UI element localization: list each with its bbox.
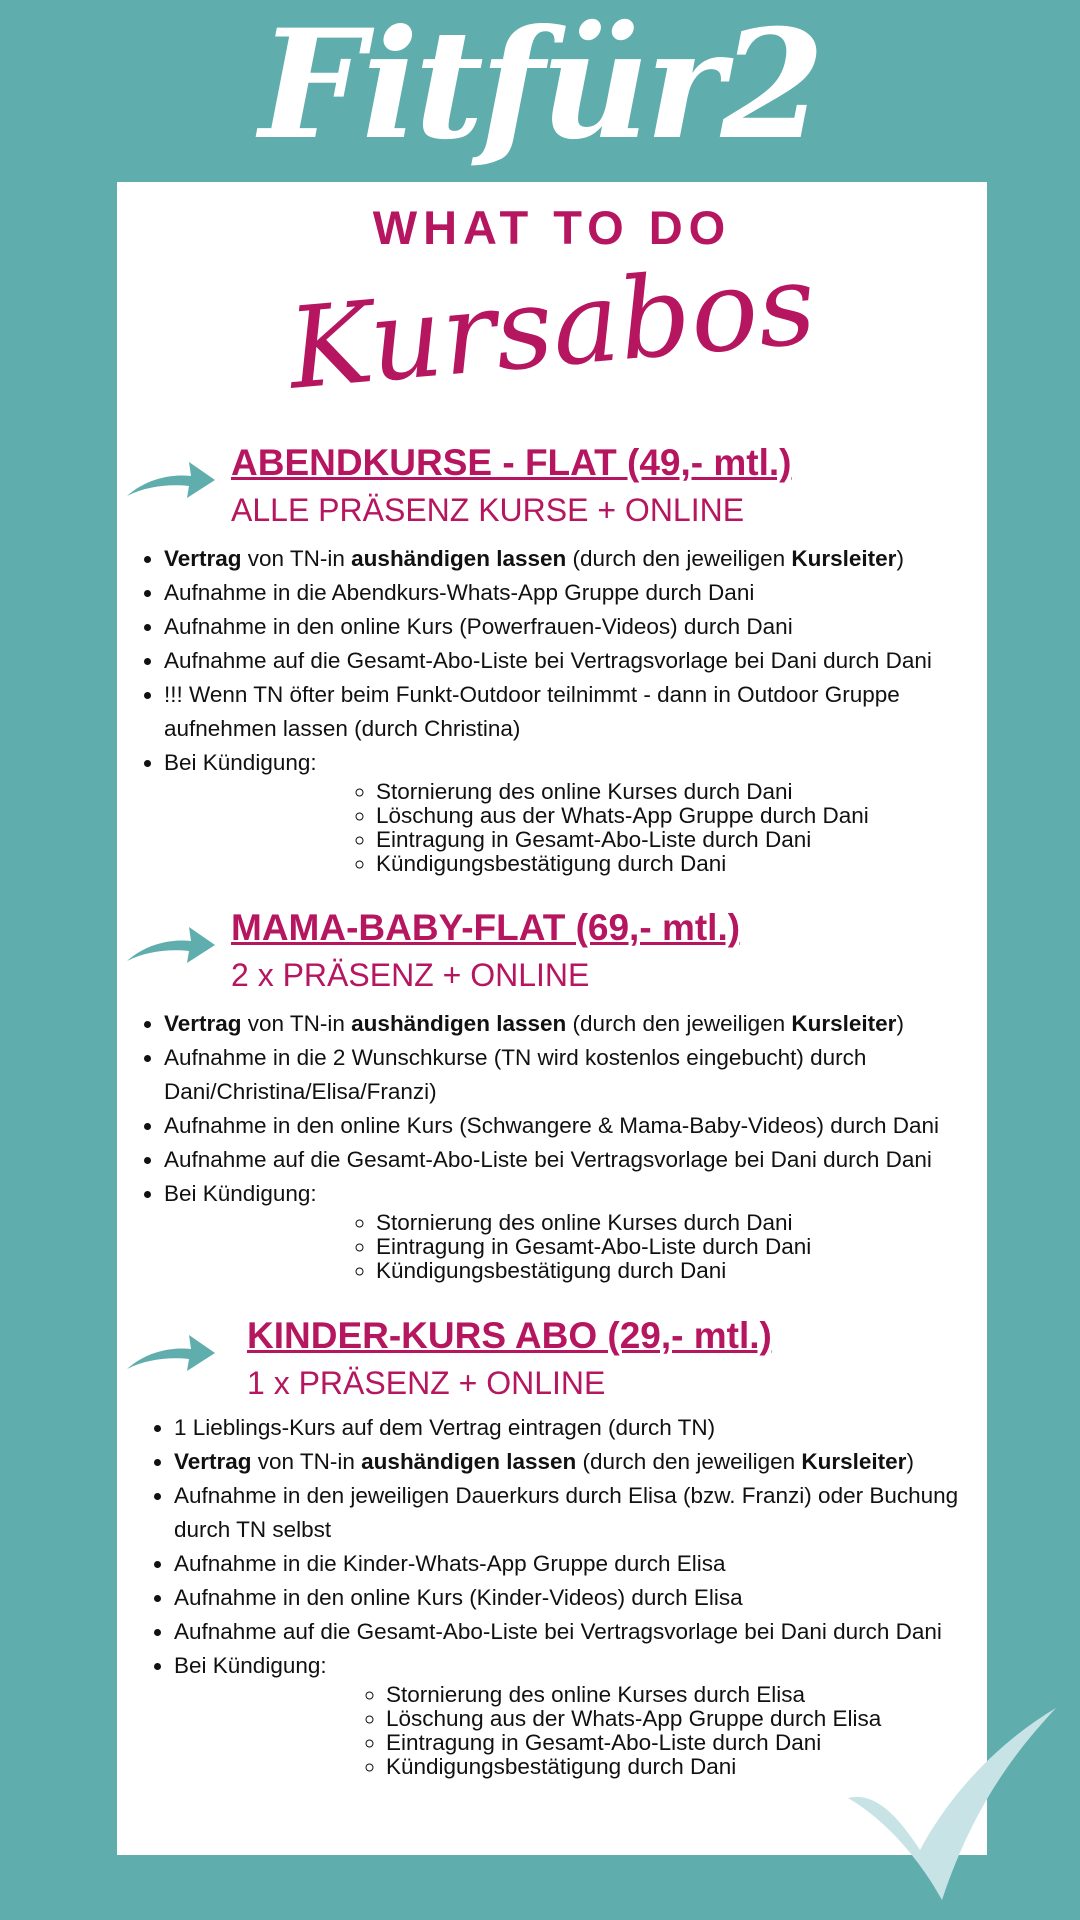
header-kicker: WHAT TO DO [372, 201, 732, 254]
section-title: MAMA-BABY-FLAT (69,- mtl.) [231, 907, 741, 948]
list-item: • Aufnahme in den online Kurs (Schwangere & Mama-Baby-Videos) durch Dani [164, 1109, 987, 1143]
item-list [117, 1007, 987, 1283]
arrow-right-icon [125, 921, 217, 965]
list-item: • Aufnahme in den online Kurs (Powerfrauen-Videos) durch Dani [164, 610, 987, 644]
section-title: ABENDKURSE - FLAT (49,- mtl.) [231, 442, 792, 483]
list-item: • !!! Wenn TN öfter beim Funkt-Outdoor teilnimmt - dann in Outdoor Gruppe aufnehmen lassen (durch Christina) [164, 678, 987, 746]
list-item: • Vertrag von TN-in aushändigen lassen (durch den jeweiligen Kursleiter) [174, 1445, 987, 1479]
cancellation-list [164, 780, 987, 876]
cancellation-item: ◦ Stornierung des online Kurses durch Dani [376, 780, 987, 804]
cancellation-item: ◦ Kündigungsbestätigung durch Dani [376, 852, 987, 876]
cancellation-item: ◦ Eintragung in Gesamt-Abo-Liste durch Dani [376, 1235, 987, 1259]
header-script-title: Kursabos [283, 239, 821, 415]
logo: Fitfür2 [259, 0, 821, 173]
cancellation-item: ◦ Stornierung des online Kurses durch Elisa [386, 1683, 987, 1707]
section-title: KINDER-KURS ABO (29,- mtl.) [247, 1315, 772, 1356]
list-item: • Vertrag von TN-in aushändigen lassen (durch den jeweiligen Kursleiter) [164, 1007, 987, 1041]
list-item: • Aufnahme auf die Gesamt-Abo-Liste bei Vertragsvorlage bei Dani durch Dani [164, 644, 987, 678]
list-item: • Bei Kündigung: ◦ Stornierung des online Kurses durch Dani ◦ Löschung aus der Whats-App Gruppe durch Dani ◦ Eintragung in Gesamt-Abo-Liste durch Dani ◦ Kündigungsbestätigung durch Dani [164, 746, 987, 876]
cancellation-item: ◦ Kündigungsbestätigung durch Dani [376, 1259, 987, 1283]
cancellation-item: ◦ Kündigungsbestätigung durch Dani [386, 1755, 987, 1779]
list-item: • Vertrag von TN-in aushändigen lassen (durch den jeweiligen Kursleiter) [164, 542, 987, 576]
list-item: • Bei Kündigung: ◦ Stornierung des online Kurses durch Elisa ◦ Löschung aus der Whats-App Gruppe durch Elisa ◦ Eintragung in Gesamt-Abo-Liste durch Dani ◦ Kündigungsbestätigung durch Dani [174, 1649, 987, 1779]
list-item: • Aufnahme in den jeweiligen Dauerkurs durch Elisa (bzw. Franzi) oder Buchung durch TN selbst [174, 1479, 987, 1547]
list-item: • Aufnahme in die Kinder-Whats-App Gruppe durch Elisa [174, 1547, 987, 1581]
checkmark-icon [842, 1700, 1062, 1910]
list-item: • Aufnahme auf die Gesamt-Abo-Liste bei Vertragsvorlage bei Dani durch Dani [164, 1143, 987, 1177]
section-subtitle: ALLE PRÄSENZ KURSE + ONLINE [231, 492, 745, 528]
cancellation-item: ◦ Eintragung in Gesamt-Abo-Liste durch Dani [376, 828, 987, 852]
cancellation-list [164, 1211, 987, 1283]
list-item: • Aufnahme auf die Gesamt-Abo-Liste bei Vertragsvorlage bei Dani durch Dani [174, 1615, 987, 1649]
list-item: • Bei Kündigung: ◦ Stornierung des online Kurses durch Dani ◦ Eintragung in Gesamt-Abo-Liste durch Dani ◦ Kündigungsbestätigung durch Dani [164, 1177, 987, 1283]
list-item: • Aufnahme in den online Kurs (Kinder-Videos) durch Elisa [174, 1581, 987, 1615]
item-list [117, 542, 987, 876]
list-item: • 1 Lieblings-Kurs auf dem Vertrag eintragen (durch TN) [174, 1411, 987, 1445]
cancellation-item: ◦ Eintragung in Gesamt-Abo-Liste durch Dani [386, 1731, 987, 1755]
list-item: • Aufnahme in die Abendkurs-Whats-App Gruppe durch Dani [164, 576, 987, 610]
section-subtitle: 2 x PRÄSENZ + ONLINE [231, 957, 590, 993]
list-item: • Aufnahme in die 2 Wunschkurse (TN wird kostenlos eingebucht) durch Dani/Christina/Elisa/Franzi) [164, 1041, 987, 1109]
content-card [117, 182, 987, 1855]
cancellation-item: ◦ Stornierung des online Kurses durch Dani [376, 1211, 987, 1235]
section-subtitle: 1 x PRÄSENZ + ONLINE [247, 1365, 606, 1401]
arrow-right-icon [125, 456, 217, 500]
cancellation-item: ◦ Löschung aus der Whats-App Gruppe durch Elisa [386, 1707, 987, 1731]
arrow-right-icon [125, 1329, 217, 1373]
cancellation-item: ◦ Löschung aus der Whats-App Gruppe durch Dani [376, 804, 987, 828]
